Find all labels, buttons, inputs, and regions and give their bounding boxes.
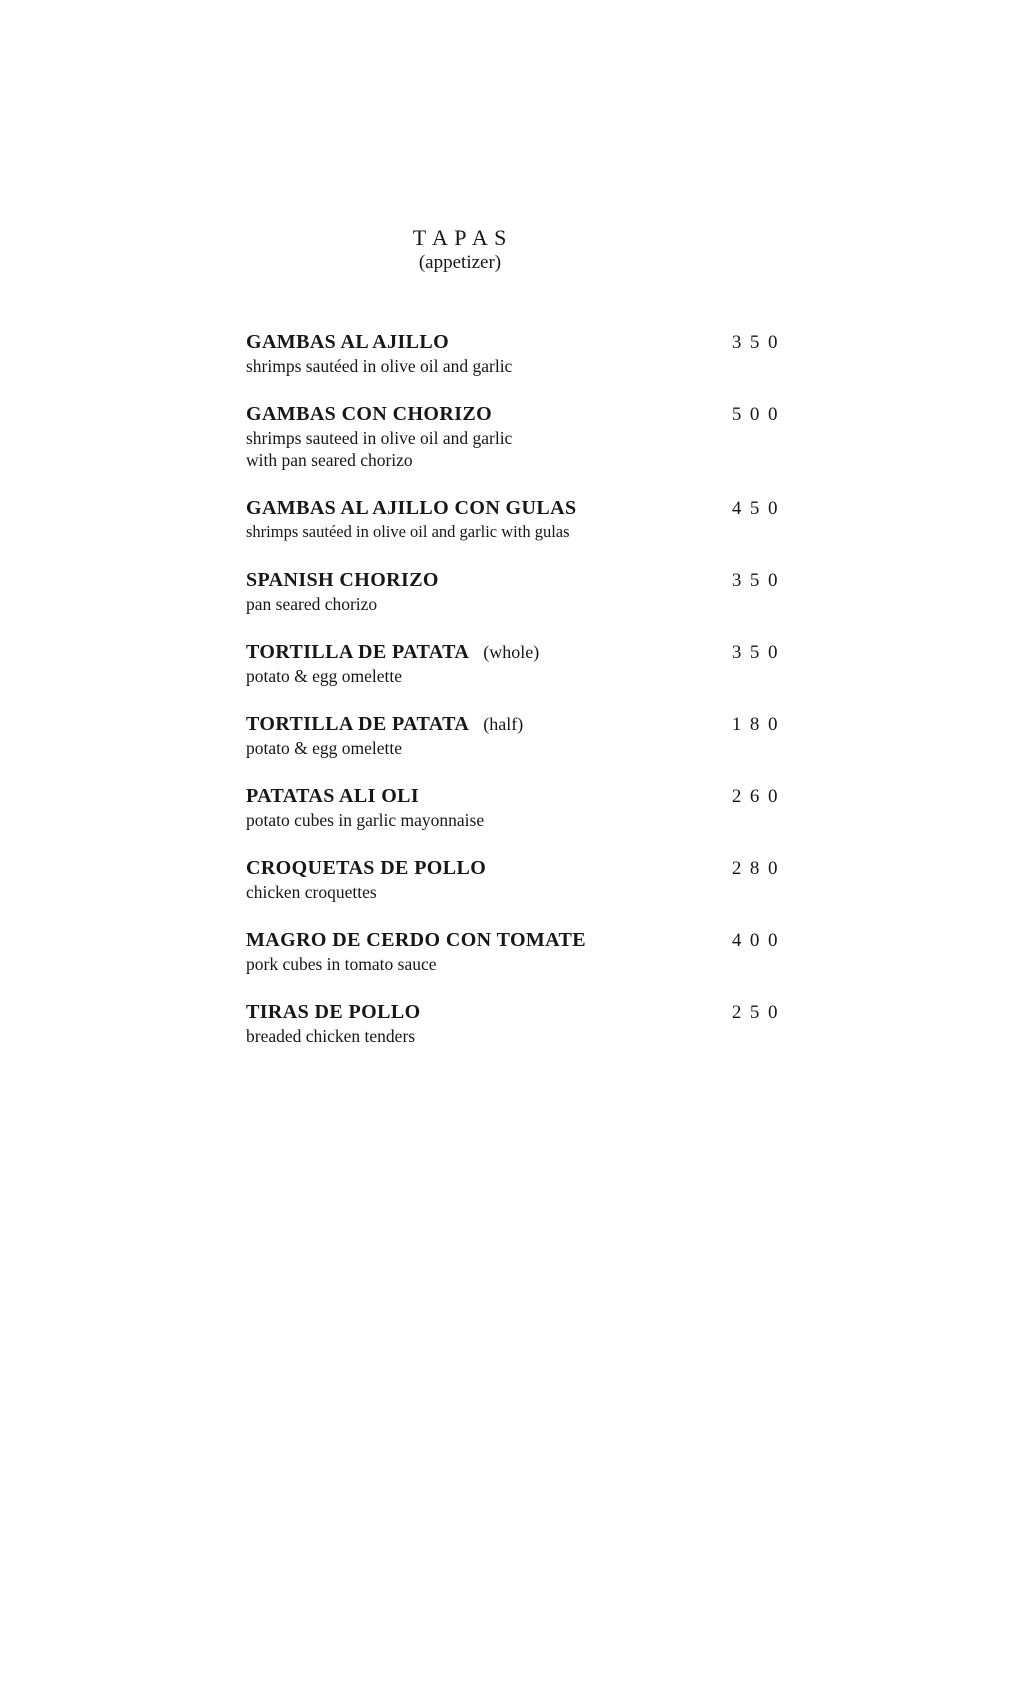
item-description-line: with pan seared chorizo	[246, 450, 413, 470]
item-row	[246, 711, 786, 737]
menu-header	[246, 225, 674, 275]
item-title-group	[246, 495, 576, 521]
item-description-line: pan seared chorizo	[246, 594, 378, 614]
item-description	[246, 593, 786, 615]
item-description-line: shrimps sautéed in olive oil and garlic	[246, 356, 513, 376]
item-price: 280	[731, 858, 786, 879]
menu-item	[246, 495, 786, 543]
menu-title: T A P A S	[412, 225, 508, 250]
item-title-group	[246, 783, 419, 809]
item-description	[246, 953, 786, 975]
item-price: 450	[731, 498, 786, 519]
item-description	[246, 355, 786, 377]
item-description-line: shrimps sauteed in olive oil and garlic	[246, 428, 513, 448]
item-description-line: potato cubes in garlic mayonnaise	[246, 810, 485, 830]
item-row	[246, 495, 786, 521]
item-description	[246, 809, 786, 831]
item-row	[246, 999, 786, 1025]
item-price: 350	[731, 570, 786, 591]
item-price: 350	[731, 642, 786, 663]
item-name: MAGRO DE CERDO CON TOMATE	[246, 929, 587, 951]
item-description	[246, 665, 786, 687]
item-row	[246, 927, 786, 953]
item-price: 250	[731, 1002, 786, 1023]
item-price: 400	[731, 930, 786, 951]
item-name: TORTILLA DE PATATA	[246, 713, 470, 735]
menu-item	[246, 567, 786, 615]
item-name: TIRAS DE POLLO	[246, 1001, 421, 1023]
item-title-group	[246, 927, 586, 953]
menu-item	[246, 329, 786, 377]
menu-item	[246, 401, 786, 471]
item-title-group	[246, 639, 539, 665]
item-title-group	[246, 711, 523, 737]
item-title-group	[246, 329, 449, 355]
menu-item	[246, 927, 786, 975]
item-qualifier: (half)	[483, 714, 524, 734]
item-name: CROQUETAS DE POLLO	[246, 857, 487, 879]
item-description	[246, 427, 786, 471]
item-row	[246, 329, 786, 355]
menu-content	[246, 225, 786, 1071]
menu-item	[246, 855, 786, 903]
item-name: GAMBAS CON CHORIZO	[246, 403, 493, 425]
item-price: 350	[731, 332, 786, 353]
menu-item	[246, 639, 786, 687]
item-title-group	[246, 401, 492, 427]
item-description-line: potato & egg omelette	[246, 666, 402, 686]
item-name: GAMBAS AL AJILLO	[246, 331, 450, 353]
item-description	[246, 737, 786, 759]
item-title-group	[246, 855, 486, 881]
item-title-group	[246, 567, 439, 593]
menu-item	[246, 783, 786, 831]
item-name: PATATAS ALI OLI	[246, 785, 420, 807]
item-row	[246, 855, 786, 881]
item-name: GAMBAS AL AJILLO CON GULAS	[246, 497, 577, 519]
item-row	[246, 783, 786, 809]
item-row	[246, 639, 786, 665]
item-name: TORTILLA DE PATATA	[246, 641, 470, 663]
item-description-line: potato & egg omelette	[246, 738, 402, 758]
item-name: SPANISH CHORIZO	[246, 569, 439, 591]
item-price: 180	[731, 714, 786, 735]
item-description	[246, 521, 786, 543]
item-title-group	[246, 999, 421, 1025]
item-description-line: chicken croquettes	[246, 882, 377, 902]
menu-subtitle: (appetizer)	[418, 252, 502, 273]
item-row	[246, 567, 786, 593]
item-qualifier: (whole)	[483, 642, 540, 662]
item-row	[246, 401, 786, 427]
menu-item	[246, 711, 786, 759]
menu-item	[246, 999, 786, 1047]
item-price: 260	[731, 786, 786, 807]
item-description	[246, 881, 786, 903]
item-description-line: shrimps sautéed in olive oil and garlic with gulas	[246, 522, 570, 541]
item-description-line: breaded chicken tenders	[246, 1026, 416, 1046]
item-description-line: pork cubes in tomato sauce	[246, 954, 437, 974]
item-description	[246, 1025, 786, 1047]
item-price: 500	[731, 404, 786, 425]
